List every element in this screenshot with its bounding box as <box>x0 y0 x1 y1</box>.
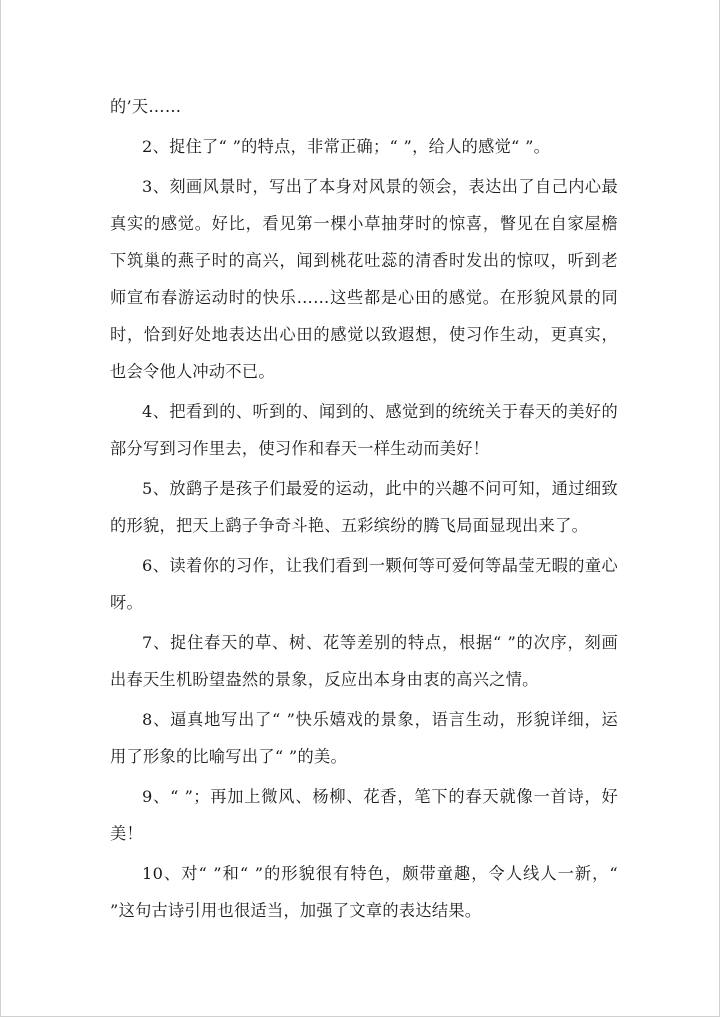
paragraph-6: 6、读着你的习作，让我们看到一颗何等可爱何等晶莹无暇的童心呀。 <box>110 556 618 612</box>
paragraph-10: 10、对“ ”和“ ”的形貌很有特色，颇带童趣，令人线人一新，“ ”这句古诗引用也很适当，加强了文章的表达结果。 <box>110 864 618 920</box>
document-body <box>110 88 618 929</box>
paragraph-3: 3、刻画风景时，写出了本身对风景的领会，表达出了自己内心最真实的感觉。好比，看见第一棵小草抽芽时的惊喜，瞥见在自家屋檐下筑巢的燕子时的高兴，闻到桃花吐蕊的清香时发出的惊叹，听到老师宣布春游运动时的快乐……这些都是心田的感觉。在形貌风景的同时，恰到好处地表达出心田的感觉以致遐想，使习作生动，更真实，也会令他人冲动不已。 <box>110 177 618 381</box>
paragraph-8: 8、逼真地写出了“ ”快乐嬉戏的景象，语言生动，形貌详细，运用了形象的比喻写出了“ ”的美。 <box>110 710 618 766</box>
paragraph-7: 7、捉住春天的草、树、花等差别的特点，根据“ ”的次序，刻画出春天生机盼望盎然的景象，反应出本身由衷的高兴之情。 <box>110 633 618 689</box>
paragraph-2: 2、捉住了“ ”的特点，非常正确；“ ”，给人的感觉“ ”。 <box>142 137 551 156</box>
paragraph-continuation: 的’天…… <box>110 97 182 116</box>
paragraph-4: 4、把看到的、听到的、闻到的、感觉到的统统关于春天的美好的部分写到习作里去，使习作和春天一样生动而美好！ <box>110 402 618 458</box>
paragraph-5: 5、放鹞子是孩子们最爱的运动，此中的兴趣不问可知，通过细致的形貌，把天上鹞子争奇斗艳、五彩缤纷的腾飞局面显现出来了。 <box>110 479 618 535</box>
paragraph-9: 9、“ ”；再加上微风、杨柳、花香，笔下的春天就像一首诗，好美！ <box>110 787 618 843</box>
